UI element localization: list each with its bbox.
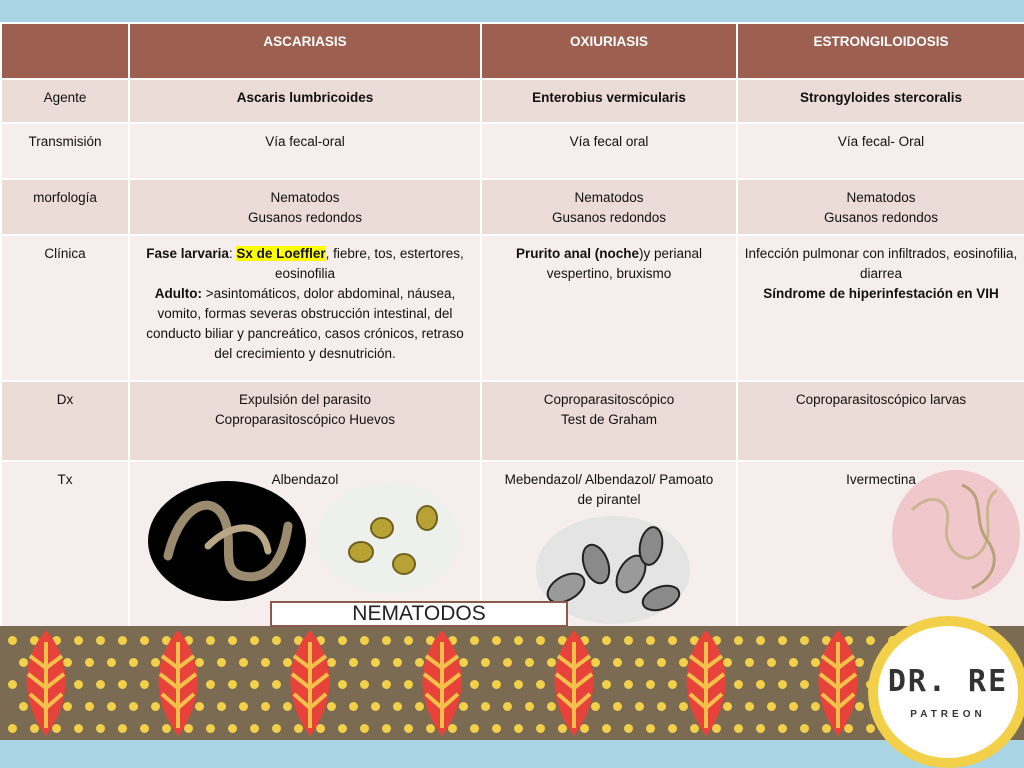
clinica-ascaris-colon: : (228, 246, 237, 261)
row-morfologia (1, 179, 1024, 235)
band-dot (470, 724, 479, 733)
band-dot (371, 658, 380, 667)
band-dot (613, 658, 622, 667)
band-dot (338, 636, 347, 645)
band-dot (96, 724, 105, 733)
dx-ascaris-line1: Expulsión del parasito (238, 392, 372, 407)
band-dot (250, 636, 259, 645)
band-dot (778, 724, 787, 733)
morfologia-oxiuriasis-line2: Gusanos redondos (551, 210, 667, 225)
row-agente (1, 79, 1024, 123)
morfologia-oxiuriasis-line1: Nematodos (574, 190, 644, 205)
band-dot (272, 680, 281, 689)
band-dot (8, 680, 17, 689)
band-dot (745, 702, 754, 711)
transmision-ascaris: Vía fecal-oral (129, 123, 481, 179)
band-dot (492, 636, 501, 645)
leaf-icon (810, 628, 866, 738)
dx-estrongiloidosis: Coproparasitoscópico larvas (737, 381, 1024, 461)
row-label-dx: Dx (1, 381, 129, 461)
band-dot (646, 636, 655, 645)
band-dot (668, 724, 677, 733)
band-dot (382, 636, 391, 645)
morfologia-ascaris-line1: Nematodos (270, 190, 340, 205)
band-dot (536, 680, 545, 689)
leaf-icon (546, 628, 602, 738)
band-dot (261, 702, 270, 711)
band-dot (371, 702, 380, 711)
band-dot (338, 724, 347, 733)
band-dot (470, 680, 479, 689)
band-dot (657, 658, 666, 667)
band-dot (602, 724, 611, 733)
band-dot (393, 702, 402, 711)
row-label-morfologia: morfología (1, 179, 129, 235)
band-dot (778, 636, 787, 645)
morfologia-estrongiloidosis-line1: Nematodos (846, 190, 916, 205)
dx-oxiuriasis (481, 381, 737, 461)
logo-sub-text: PATREON (910, 709, 986, 720)
row-clinica (1, 235, 1024, 381)
header-oxiuriasis: OXIURIASIS (481, 23, 737, 79)
band-dot (481, 702, 490, 711)
band-dot (646, 724, 655, 733)
row-label-clinica: Clínica (1, 235, 129, 381)
band-dot (382, 680, 391, 689)
leaf-icon (18, 628, 74, 738)
leaf-icon (282, 628, 338, 738)
band-dot (129, 702, 138, 711)
dx-ascaris-line2: Coproparasitoscópico Huevos (214, 412, 396, 427)
clinica-ascaris-highlight: Sx de Loeffler (236, 246, 326, 261)
band-dot (800, 636, 809, 645)
dx-ascaris (129, 381, 481, 461)
band-dot (8, 724, 17, 733)
transmision-oxiuriasis: Vía fecal oral (481, 123, 737, 179)
tx-oxiuriasis: Mebendazol/ Albendazol/ Pamoato de pirantel (481, 461, 737, 627)
band-dot (756, 680, 765, 689)
leaf-icon (678, 628, 734, 738)
band-dot (74, 636, 83, 645)
band-dot (866, 724, 875, 733)
band-dot (624, 636, 633, 645)
band-dot (74, 724, 83, 733)
band-dot (646, 680, 655, 689)
leaf-icon (150, 628, 206, 738)
clinica-ascaris-adult-label: Adulto: (154, 286, 202, 301)
band-dot (635, 658, 644, 667)
band-dot (349, 702, 358, 711)
band-dot (536, 724, 545, 733)
clinica-estrongiloidosis-text: Infección pulmonar con infiltrados, eosinofilia, diarrea (744, 246, 1018, 281)
band-dot (206, 636, 215, 645)
band-dot (492, 680, 501, 689)
band-dot (404, 636, 413, 645)
clinica-oxiuriasis-text: )y perianal vespertino, bruxismo (546, 246, 703, 281)
band-dot (624, 724, 633, 733)
band-dot (767, 702, 776, 711)
tx-ascaris: Albendazol (129, 461, 481, 627)
band-dot (96, 636, 105, 645)
logo-main-text: DR. RE (887, 664, 1009, 699)
band-dot (492, 724, 501, 733)
clinica-ascaris-phase-label: Fase larvaria (146, 246, 229, 261)
band-dot (393, 658, 402, 667)
transmision-estrongiloidosis: Vía fecal- Oral (737, 123, 1024, 179)
top-strip (0, 0, 1024, 22)
dx-oxiuriasis-line2: Test de Graham (560, 412, 658, 427)
header-row (1, 23, 1024, 79)
band-dot (206, 724, 215, 733)
band-dot (767, 658, 776, 667)
band-dot (228, 680, 237, 689)
leaf-icon (414, 628, 470, 738)
band-dot (514, 636, 523, 645)
band-dot (789, 658, 798, 667)
band-dot (206, 680, 215, 689)
band-dot (338, 680, 347, 689)
row-dx (1, 381, 1024, 461)
band-dot (734, 636, 743, 645)
ascaris-worm-image (148, 481, 306, 602)
band-dot (250, 724, 259, 733)
band-dot (657, 702, 666, 711)
band-dot (624, 680, 633, 689)
dr-re-logo[interactable] (868, 616, 1024, 768)
clinica-oxiuriasis-bold: Prurito anal (noche (515, 246, 639, 261)
band-dot (261, 658, 270, 667)
band-dot (602, 680, 611, 689)
band-dot (74, 680, 83, 689)
band-dot (602, 636, 611, 645)
band-dot (503, 658, 512, 667)
band-dot (85, 702, 94, 711)
band-dot (668, 680, 677, 689)
band-dot (613, 702, 622, 711)
row-label-transmision: Transmisión (1, 123, 129, 179)
bottom-strip (0, 740, 1024, 768)
band-dot (778, 680, 787, 689)
band-dot (756, 636, 765, 645)
band-dot (536, 636, 545, 645)
band-dot (734, 680, 743, 689)
band-dot (118, 680, 127, 689)
band-dot (734, 724, 743, 733)
band-dot (228, 724, 237, 733)
band-dot (107, 702, 116, 711)
dx-oxiuriasis-line1: Coproparasitoscópico (543, 392, 675, 407)
row-label-agente: Agente (1, 79, 129, 123)
band-dot (107, 658, 116, 667)
nematodos-caption: NEMATODOS (270, 601, 568, 627)
band-dot (525, 702, 534, 711)
band-dot (404, 680, 413, 689)
band-dot (140, 636, 149, 645)
band-dot (217, 702, 226, 711)
band-dot (250, 680, 259, 689)
band-dot (85, 658, 94, 667)
band-dot (382, 724, 391, 733)
tx-estrongiloidosis: Ivermectina (737, 461, 1024, 627)
morfologia-estrongiloidosis-line2: Gusanos redondos (823, 210, 939, 225)
band-dot (272, 724, 281, 733)
header-ascariasis: ASCARIASIS (129, 23, 481, 79)
band-dot (239, 702, 248, 711)
band-dot (800, 680, 809, 689)
band-dot (481, 658, 490, 667)
band-dot (800, 724, 809, 733)
morfologia-ascaris-line2: Gusanos redondos (247, 210, 363, 225)
band-dot (272, 636, 281, 645)
band-dot (635, 702, 644, 711)
band-dot (525, 658, 534, 667)
header-estrongiloidosis: ESTRONGILOIDOSIS (737, 23, 1024, 79)
band-dot (756, 724, 765, 733)
clinica-ascaris (129, 235, 481, 381)
morfologia-oxiuriasis (481, 179, 737, 235)
band-dot (228, 636, 237, 645)
clinica-estrongiloidosis (737, 235, 1024, 381)
band-dot (360, 724, 369, 733)
band-dot (360, 680, 369, 689)
band-dot (404, 724, 413, 733)
agente-estrongiloidosis: Strongyloides stercoralis (737, 79, 1024, 123)
band-dot (217, 658, 226, 667)
row-transmision (1, 123, 1024, 179)
header-empty (1, 23, 129, 79)
agente-oxiuriasis: Enterobius vermicularis (481, 79, 737, 123)
band-dot (96, 680, 105, 689)
clinica-ascaris-phase-text: , fiebre, tos, estertores, eosinofilia (274, 246, 464, 281)
clinica-oxiuriasis (481, 235, 737, 381)
band-dot (118, 724, 127, 733)
band-dot (668, 636, 677, 645)
strongyloides-larvae-image (892, 470, 1020, 600)
band-dot (745, 658, 754, 667)
band-dot (866, 636, 875, 645)
band-dot (514, 724, 523, 733)
ascaris-eggs-image (316, 482, 460, 594)
band-dot (470, 636, 479, 645)
band-dot (140, 724, 149, 733)
band-dot (239, 658, 248, 667)
band-dot (514, 680, 523, 689)
band-dot (140, 680, 149, 689)
band-dot (8, 636, 17, 645)
band-dot (118, 636, 127, 645)
agente-ascaris: Ascaris lumbricoides (129, 79, 481, 123)
band-dot (349, 658, 358, 667)
clinica-estrongiloidosis-bold: Síndrome de hiperinfestación en VIH (763, 286, 999, 301)
band-dot (129, 658, 138, 667)
clinica-ascaris-adult-text: >asintomáticos, dolor abdominal, náusea, vomito, formas severas obstrucción intestinal, del conducto biliar y pancreático, casos crónicos, retraso del crecimiento y desnutrición. (146, 286, 464, 361)
band-dot (503, 702, 512, 711)
band-dot (789, 702, 798, 711)
morfologia-ascaris (129, 179, 481, 235)
row-label-tx: Tx (1, 461, 129, 627)
morfologia-estrongiloidosis (737, 179, 1024, 235)
band-dot (360, 636, 369, 645)
